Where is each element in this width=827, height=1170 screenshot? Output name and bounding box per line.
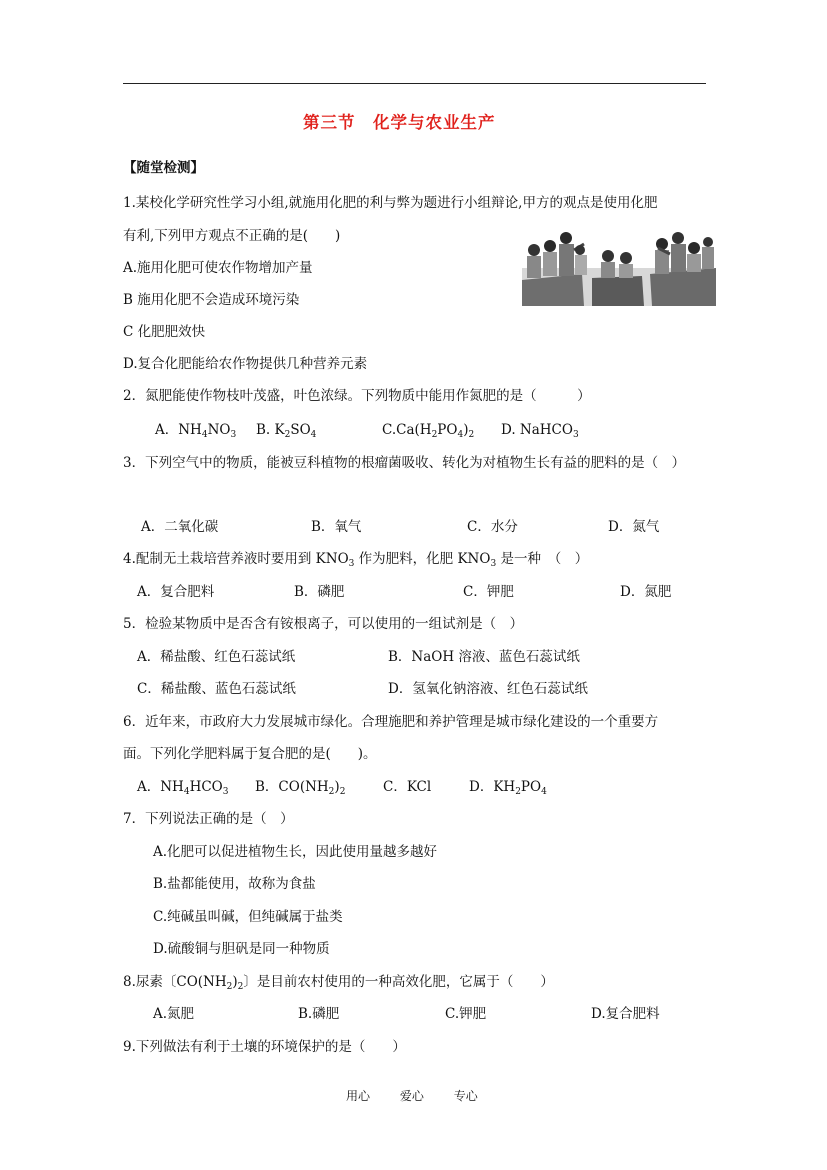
q5-stem: 5．检验某物质中是否含有铵根离子，可以使用的一组试剂是（ ） — [123, 616, 524, 632]
q6-option-a: A．$NH_4HCO_3$ — [137, 779, 229, 797]
q1-option-c: C 化肥肥效快 — [123, 324, 206, 340]
q5-option-c: C．稀盐酸、蓝色石蕊试纸 — [137, 681, 296, 697]
q8-option-c: C.钾肥 — [445, 1006, 487, 1022]
header-rule — [123, 83, 706, 84]
q1-stem-line1: 1.某校化学研究性学习小组,就施用化肥的利与弊为题进行小组辩论,甲方的观点是使用化肥 — [123, 195, 658, 211]
q1-stem-line2: 有利,下列甲方观点不正确的是( ) — [123, 228, 341, 244]
q3-stem: 3．下列空气中的物质，能被豆科植物的根瘤菌吸收、转化为对植物生长有益的肥料的是（ ） — [123, 455, 686, 471]
q5-option-d: D．氢氧化钠溶液、红色石蕊试纸 — [388, 681, 588, 697]
footer-item: 爱心 — [399, 1089, 424, 1103]
q7-option-b: B.盐都能使用，故称为食盐 — [153, 876, 316, 892]
q7-stem: 7．下列说法正确的是（ ） — [123, 811, 294, 827]
classroom-debate-illustration — [522, 228, 716, 306]
q2-option-a: A．$NH_4NO_3$ — [155, 422, 237, 440]
section-label: 【随堂检测】 — [123, 160, 204, 176]
q7-option-a: A.化肥可以促进植物生长，因此使用量越多越好 — [153, 844, 438, 860]
q4-option-b: B．磷肥 — [294, 584, 345, 600]
q2-stem: 2．氮肥能使作物枝叶茂盛，叶色浓绿。下列物质中能用作氮肥的是（ ） — [123, 388, 591, 404]
q3-option-d: D．氮气 — [608, 519, 660, 535]
page-footer — [346, 1090, 504, 1102]
q4-option-d: D．氮肥 — [620, 584, 672, 600]
q8-stem: 8.尿素〔$CO(NH_2)_2$〕是目前农村使用的一种高效化肥，它属于（ ） — [123, 974, 554, 992]
footer-item: 用心 — [346, 1089, 371, 1103]
q2-option-d: D. NaHCO$_3$ — [501, 422, 579, 440]
q2-option-b: B. $K_2SO_4$ — [256, 422, 317, 440]
q8-option-d: D.复合肥料 — [591, 1006, 660, 1022]
q9-stem: 9.下列做法有利于土壤的环境保护的是（ ） — [123, 1039, 406, 1055]
q6-option-d: D．$KH_2PO_4$ — [469, 779, 547, 797]
q8-option-b: B.磷肥 — [298, 1006, 340, 1022]
q4-option-c: C．钾肥 — [463, 584, 514, 600]
footer-item: 专心 — [453, 1089, 478, 1103]
q1-option-d: D.复合化肥能给农作物提供几种营养元素 — [123, 356, 368, 372]
q6-option-b: B．$CO(NH_2)_2$ — [255, 779, 346, 797]
q1-option-a: A.施用化肥可使农作物增加产量 — [123, 260, 313, 276]
q7-option-c: C.纯碱虽叫碱，但纯碱属于盐类 — [153, 909, 343, 925]
q3-option-c: C．水分 — [467, 519, 518, 535]
q3-option-a: A．二氧化碳 — [141, 519, 219, 535]
q6-stem-line2: 面。下列化学肥料属于复合肥的是( )。 — [123, 746, 377, 762]
q6-stem-line1: 6．近年来，市政府大力发展城市绿化。合理施肥和养护管理是城市绿化建设的一个重要方 — [123, 714, 659, 730]
q3-option-b: B．氧气 — [311, 519, 362, 535]
q4-stem: 4.配制无土栽培营养液时要用到 $KNO_3$ 作为肥料，化肥 $KNO_3$ 是一种 （ ） — [123, 551, 589, 569]
q2-option-c: $C.Ca(H_2PO_4)_2$ — [382, 422, 475, 440]
q1-option-b: B 施用化肥不会造成环境污染 — [123, 292, 300, 308]
q8-option-a: A.氮肥 — [153, 1006, 195, 1022]
q5-option-a: A．稀盐酸、红色石蕊试纸 — [137, 649, 296, 665]
q7-option-d: D.硫酸铜与胆矾是同一种物质 — [153, 941, 330, 957]
q5-option-b: B．NaOH 溶液、蓝色石蕊试纸 — [388, 649, 580, 665]
q6-option-c: C．KCl — [383, 779, 432, 795]
q4-option-a: A．复合肥料 — [137, 584, 215, 600]
page-title: 第三节 化学与农业生产 — [303, 113, 496, 132]
